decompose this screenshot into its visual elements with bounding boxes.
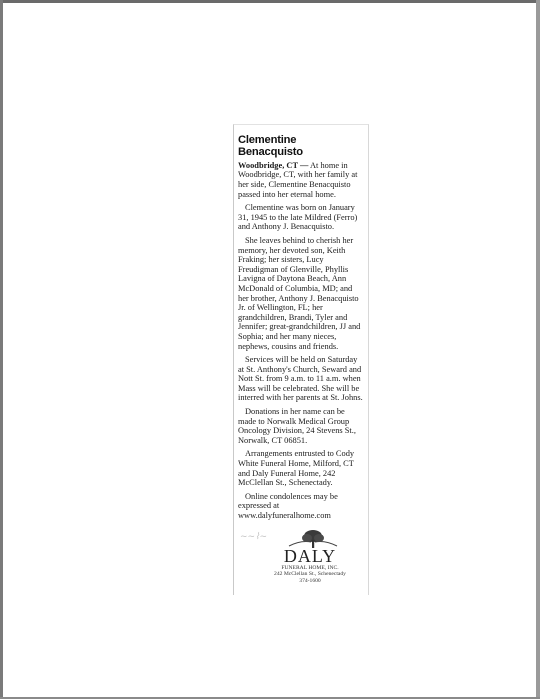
obituary-headline bbox=[238, 134, 364, 159]
scan-edge-left bbox=[0, 0, 3, 699]
lead-text: At home in Woodbridge, CT, with her family at her side, Clementine Benacquisto passed into her eternal home. bbox=[238, 160, 358, 199]
funeral-home-address: 242 McClellan St., Schenectady bbox=[274, 571, 346, 577]
paragraph-condolences: Online condolences may be expressed at www.dalyfuneralhome.com bbox=[238, 491, 338, 520]
paragraph-services: Services will be held on Saturday at St. Anthony's Church, Seward and Nott St. from 9 a.m. to 11 a.m. when Mass will be celebrated. She will be interred with her parents at St. Johns. bbox=[238, 355, 363, 403]
paragraph-donations: Donations in her name can be made to Norwalk Medical Group Oncology Division, 24 Stevens St., Norwalk, CT 06851. bbox=[238, 407, 356, 445]
headline-last-name: Benacquisto bbox=[238, 146, 303, 159]
funeral-home-name: DALY bbox=[283, 546, 337, 566]
scan-edge-top bbox=[0, 0, 540, 3]
paragraph-arrangements: Arrangements entrusted to Cody White Funeral Home, Milford, CT and Daly Funeral Home, 242 McClellan St., Schenectady. bbox=[238, 449, 355, 488]
lead-paragraph bbox=[238, 161, 364, 199]
obituary-column bbox=[238, 134, 364, 525]
headline-first-name: Clementine bbox=[238, 134, 297, 146]
paragraph-birth: Clementine was born on January 31, 1945 to the late Mildred (Ferro) and Anthony J. Benacquisto. bbox=[238, 203, 358, 232]
scan-edge-right bbox=[536, 0, 540, 699]
funeral-home-phone: 374-1600 bbox=[299, 578, 321, 584]
dateline: Woodbridge, CT — bbox=[238, 160, 309, 170]
paragraph-survivors: She leaves behind to cherish her memory, her devoted son, Keith Fraking; her sisters, Lucy Freudigman of Glenville, Phyllis Lavigna of Daytona Beach, Ann McDonald of Columbia, MD; and her brother, Anthony J. Benacquisto Jr. of Wellington, FL; her grandchildren, Brandi, Tyler and Jennifer; great-grandchildren, JJ and Sophia; and her many nieces, nephews, cousins and friends. bbox=[238, 235, 361, 351]
funeral-home-subtitle: FUNERAL HOME, INC. bbox=[281, 565, 339, 571]
pen-scribble: ~~⌇~ bbox=[240, 532, 268, 542]
